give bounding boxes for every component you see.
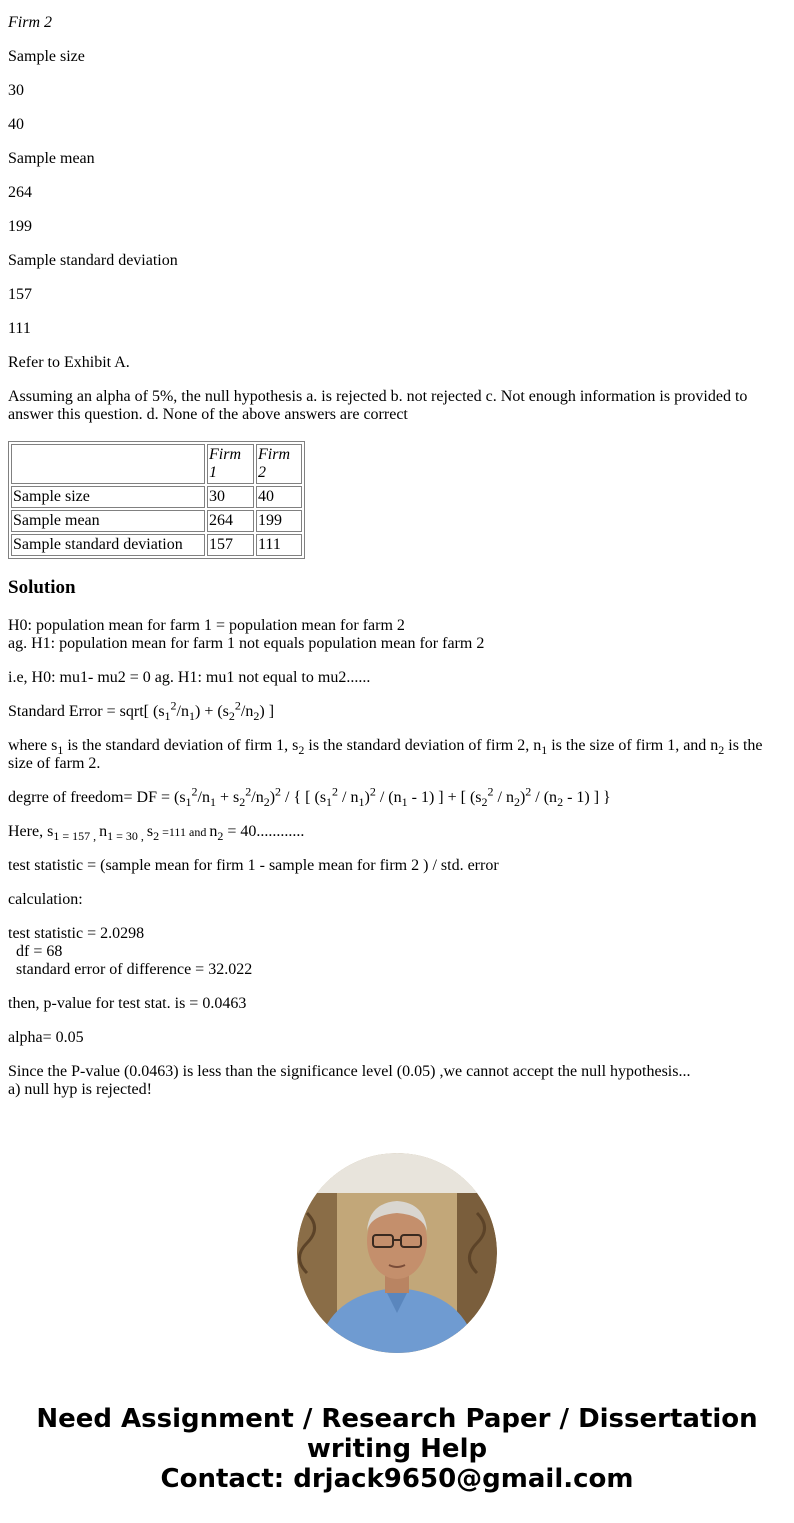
document-body (8, 14, 786, 1115)
firm2-heading: Firm 2 (8, 14, 52, 31)
conclusion-block (8, 1063, 786, 1099)
table-cell: 30 (207, 486, 254, 508)
sample-mean-label: Sample mean (8, 150, 95, 167)
promo-banner (0, 1404, 794, 1494)
mean1-value: 264 (8, 184, 32, 201)
table-cell: Sample mean (11, 510, 205, 532)
standard-error-formula: Standard Error = sqrt[ $(s_1^2/n_1) + (s_2^2/n_2)$ ] (8, 698, 275, 724)
avatar (297, 1153, 497, 1353)
table-cell: 40 (256, 486, 302, 508)
table-cell: Sample size (11, 486, 205, 508)
table-header-cell: Firm 2 (256, 444, 302, 484)
test-stat-value: test statistic = 2.0298 (8, 925, 145, 942)
df-formula: degrre of freedom= DF = $(s_1^2/n_1 + s_2^2/n_2)^2$ / { [ $(s_1^2 / n_1)^2 / (n_1 - 1)$ ] + [ $(s_2^2 / n_2)^2 / (n_2 - 1)$ ] } (8, 784, 611, 810)
table-cell: 111 (256, 534, 302, 556)
table-cell: 264 (207, 510, 254, 532)
size2-value: 40 (8, 116, 24, 133)
table-cell: 199 (256, 510, 302, 532)
h0-text: H0: population mean for farm 1 = population mean for farm 2 (8, 617, 405, 634)
sd2-value: 111 (8, 320, 31, 337)
df-value: df = 68 (16, 943, 63, 960)
mean2-value: 199 (8, 218, 32, 235)
question-text: Assuming an alpha of 5%, the null hypothesis a. is rejected b. not rejected c. Not enough information is provided to answer this question. d. None of the above answers are correct (8, 388, 748, 423)
where-text: where $s_1$ is the standard deviation of firm 1, $s_2$ is the standard deviation of firm 2, $n_1$ is the size of firm 1, and $n_2$ is the size of farm 2. (8, 737, 763, 772)
table-row (11, 486, 302, 508)
here-values: Here, $s_{1 = 157 ,}$ $n_{1 = 30 ,}$ $s_2 =111$ and $n_2 = 40$............ (8, 823, 305, 844)
h1-text: ag. H1: population mean for farm 1 not equals population mean for farm 2 (8, 635, 485, 652)
ie-text: i.e, H0: mu1- mu2 = 0 ag. H1: mu1 not equal to mu2...... (8, 669, 371, 686)
refer-text: Refer to Exhibit A. (8, 354, 130, 371)
banner-line-1: Need Assignment / Research Paper / Dissertation (36, 1404, 758, 1434)
exhibit-table (8, 441, 305, 559)
sample-size-label: Sample size (8, 48, 85, 65)
calculation-label: calculation: (8, 891, 83, 908)
solution-heading: Solution (8, 577, 76, 598)
banner-line-2: writing Help (306, 1434, 488, 1464)
avatar-image (297, 1153, 497, 1353)
results-block (8, 925, 786, 979)
banner-line-3: Contact: drjack9650@gmail.com (160, 1464, 634, 1494)
se-diff-value: standard error of difference = 32.022 (16, 961, 253, 978)
sample-sd-label: Sample standard deviation (8, 252, 178, 269)
size1-value: 30 (8, 82, 24, 99)
table-row (11, 510, 302, 532)
test-stat-definition: test statistic = (sample mean for firm 1 - sample mean for firm 2 ) / std. error (8, 857, 499, 874)
sd1-value: 157 (8, 286, 32, 303)
table-cell: 157 (207, 534, 254, 556)
since-text: Since the P-value (0.0463) is less than the significance level (0.05) ,we cannot accept the null hypothesis... (8, 1063, 691, 1080)
table-header-row (11, 444, 302, 484)
pvalue-text: then, p-value for test stat. is = 0.0463 (8, 995, 247, 1012)
alpha-text: alpha= 0.05 (8, 1029, 84, 1046)
conclusion-text: a) null hyp is rejected! (8, 1081, 152, 1098)
hypotheses (8, 617, 786, 653)
table-cell: Sample standard deviation (11, 534, 205, 556)
table-header-cell (11, 444, 205, 484)
table-header-cell: Firm 1 (207, 444, 254, 484)
table-row (11, 534, 302, 556)
